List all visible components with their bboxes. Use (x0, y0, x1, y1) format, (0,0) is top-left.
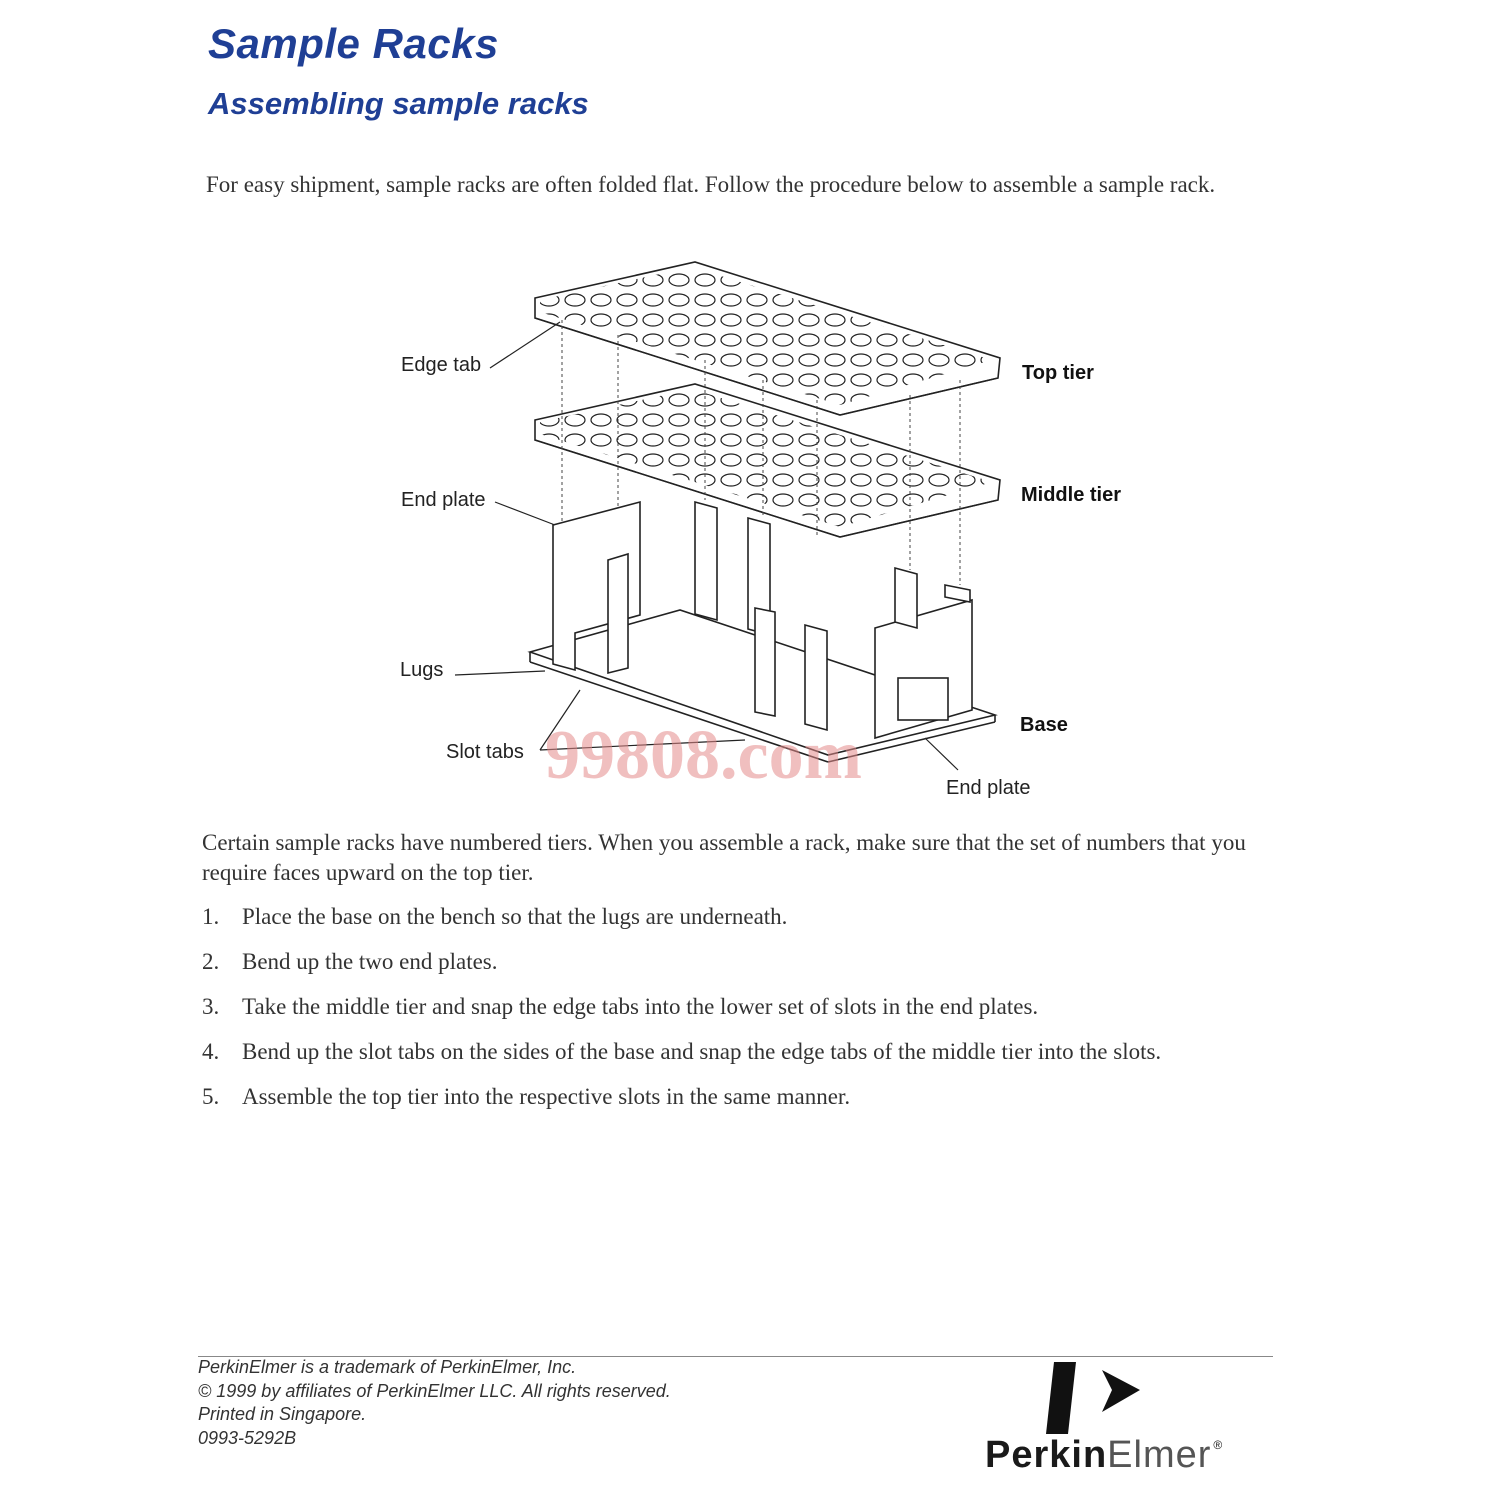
list-item (202, 1082, 1292, 1127)
step-number: 5. (202, 1084, 220, 1109)
logo-word-elmer: Elmer (1107, 1434, 1212, 1476)
step-number: 4. (202, 1039, 220, 1064)
label-lugs: Lugs (400, 659, 444, 681)
step-text: Bend up the slot tabs on the sides of the base and snap the edge tabs of the middle tier into the slots. (242, 1039, 1162, 1064)
list-item (202, 1037, 1292, 1082)
step-text: Take the middle tier and snap the edge tabs into the lower set of slots in the end plates. (242, 994, 1039, 1019)
step-number: 2. (202, 949, 220, 974)
footer-trademark: PerkinElmer is a trademark of PerkinElmer, Inc. (198, 1357, 577, 1377)
perkinelmer-logo-wordmark (985, 1434, 1223, 1477)
step-number: 3. (202, 994, 220, 1019)
footer-printed: Printed in Singapore. (198, 1404, 367, 1424)
step-text: Assemble the top tier into the respective slots in the same manner. (242, 1084, 851, 1109)
label-slot-tabs: Slot tabs (446, 741, 524, 763)
logo-word-perkin: Perkin (985, 1434, 1108, 1476)
note-paragraph: Certain sample racks have numbered tiers. When you assemble a rack, make sure that the set of numbers that you require faces upward on the top tier. (202, 830, 1246, 885)
label-end-plate-right: End plate (946, 777, 1031, 799)
footer-block (198, 1356, 671, 1450)
list-item (202, 947, 1292, 992)
list-item (202, 992, 1292, 1037)
page-subtitle: Assembling sample racks (208, 86, 589, 121)
footer-part-number: 0993-5292B (198, 1427, 297, 1448)
list-item (202, 902, 1292, 947)
step-number: 1. (202, 904, 220, 929)
intro-paragraph: For easy shipment, sample racks are often folded flat. Follow the procedure below to assemble a sample rack. (206, 172, 1216, 197)
label-middle-tier: Middle tier (1021, 484, 1122, 506)
registered-mark: ® (1213, 1438, 1224, 1452)
step-text: Place the base on the bench so that the lugs are underneath. (242, 904, 788, 929)
step-text: Bend up the two end plates. (242, 949, 498, 974)
label-top-tier: Top tier (1022, 362, 1094, 384)
footer-copyright: © 1999 by affiliates of PerkinElmer LLC. All rights reserved. (198, 1380, 671, 1401)
label-base: Base (1020, 714, 1068, 736)
page-title: Sample Racks (208, 20, 499, 67)
rack-assembly-diagram (380, 250, 1140, 820)
perkinelmer-logo-icon (1040, 1362, 1150, 1442)
top-tier-shape (535, 262, 1000, 415)
steps-list (202, 902, 1292, 1127)
label-end-plate-left: End plate (401, 489, 486, 511)
label-edge-tab: Edge tab (401, 354, 482, 376)
watermark: 99808.com (545, 717, 862, 794)
